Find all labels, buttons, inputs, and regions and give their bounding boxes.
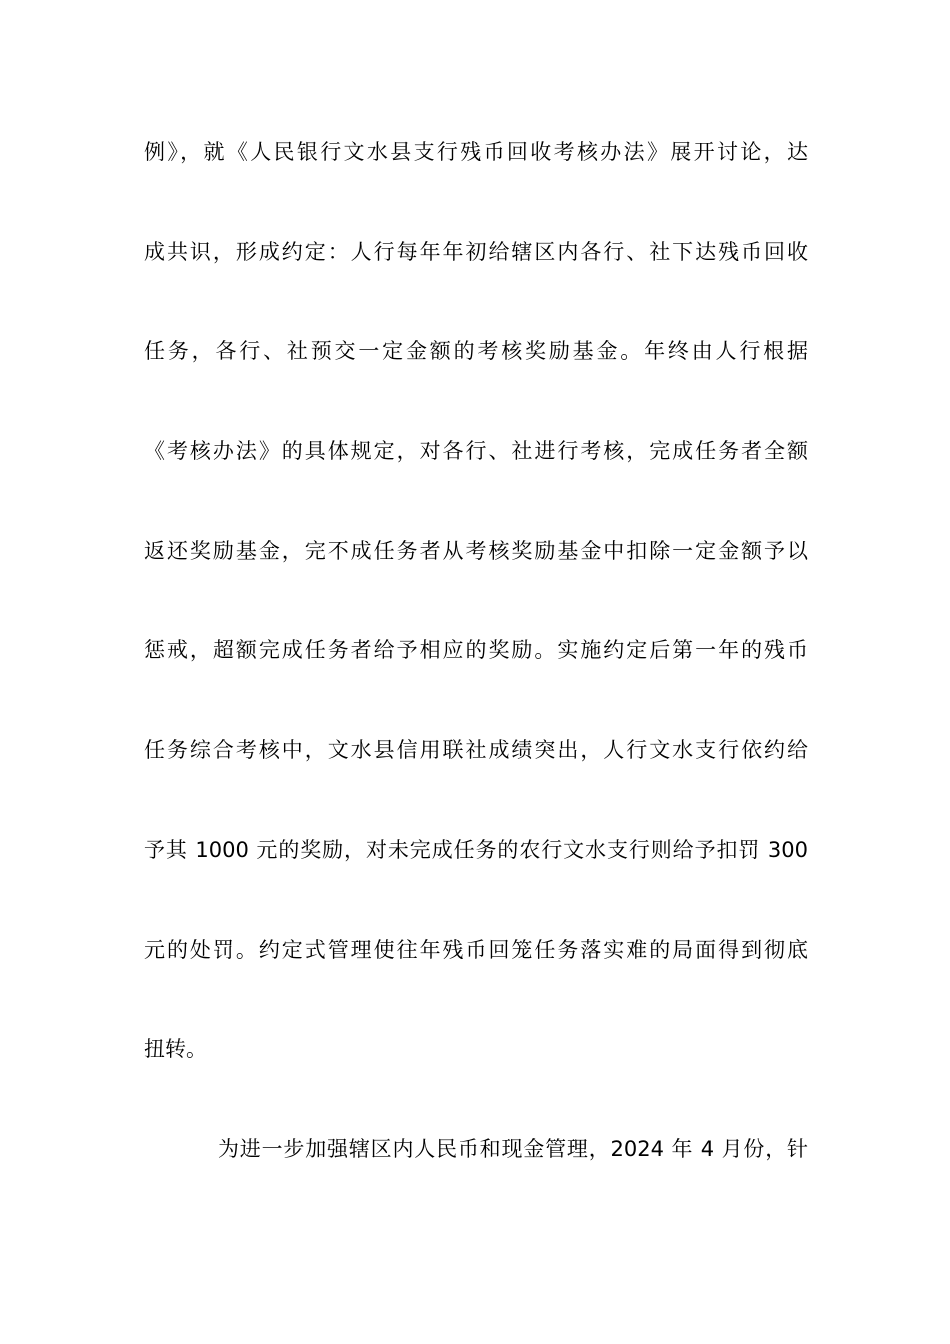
text-line: 予其 1000 元的奖励，对未完成任务的农行文水支行则给予扣罚 300 xyxy=(144,837,808,862)
text-line: 任务综合考核中，文水县信用联社成绩突出，人行文水支行依约给 xyxy=(144,738,808,763)
text-line: 返还奖励基金，完不成任务者从考核奖励基金中扣除一定金额予以 xyxy=(144,538,808,563)
document-body xyxy=(144,132,808,1229)
text-line: 任务，各行、社预交一定金额的考核奖励基金。年终由人行根据 xyxy=(144,339,808,364)
text-line: 元的处罚。约定式管理使往年残币回笼任务落实难的局面得到彻底 xyxy=(144,937,808,962)
text-line: 《考核办法》的具体规定，对各行、社进行考核，完成任务者全额 xyxy=(144,439,808,464)
text-line: 例》，就《人民银行文水县支行残币回收考核办法》展开讨论，达 xyxy=(144,140,808,164)
text-line: 惩戒，超额完成任务者给予相应的奖励。实施约定后第一年的残币 xyxy=(144,638,808,663)
text-line-paragraph-start: 为进一步加强辖区内人民币和现金管理，2024 年 4 月份，针 xyxy=(218,1136,808,1161)
text-line: 成共识，形成约定：人行每年年初给辖区内各行、社下达残币回收 xyxy=(144,239,808,264)
text-line-paragraph-end: 扭转。 xyxy=(144,1037,207,1062)
